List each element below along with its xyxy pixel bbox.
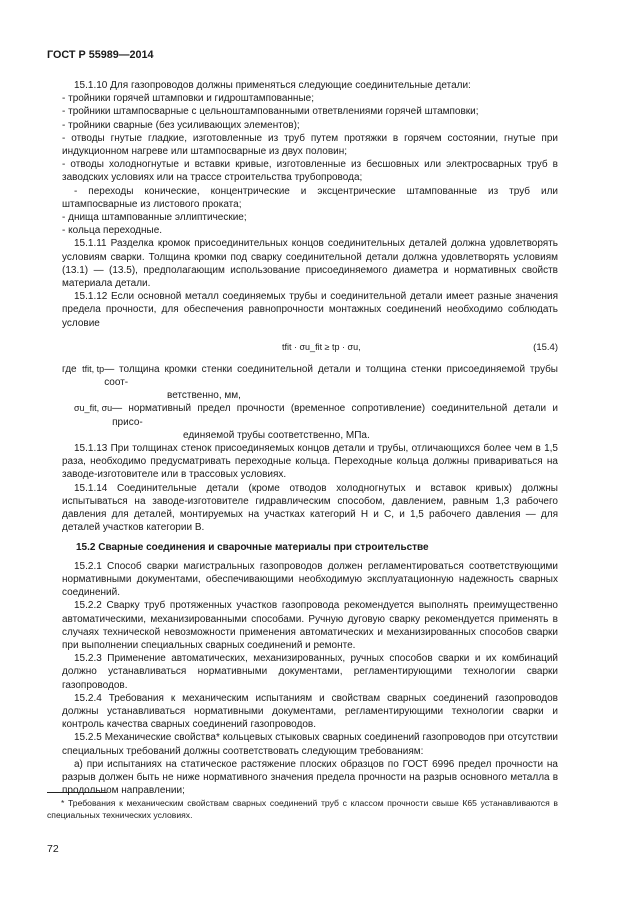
main-text xyxy=(62,79,558,797)
clause-15-2-5: 15.2.5 Механические свойства* кольцевых стыковых сварных соединений газопроводов при отсутствии специальных требований должны соответствовать следующим требованиям: xyxy=(62,732,558,757)
footnote: * Требования к механическим свойствам сварных соединений труб с классом прочности свыше К65 устанавливаются в специальных технических условиях. xyxy=(47,798,558,820)
list-item: - отводы гнутые гладкие, изготовленные из труб путем протяжки в горячем состоянии, гнутые при индукционном нагреве или штампосварные из двух половин; xyxy=(62,132,558,158)
clause-15-2-4: 15.2.4 Требования к механическим испытаниям и свойствам сварных соединений газопроводов должны устанавливаться нормативными документами, регламентирующими технологии сварки и контроль качества сварных соединений газопроводов. xyxy=(62,692,558,731)
list-item: - отводы холодногнутые и вставки кривые, изготовленные из бесшовных или электросварных труб в заводских условиях или на трассе строительства трубопровода; xyxy=(62,159,558,184)
clause-15-1-12: 15.1.12 Если основной металл соединяемых трубы и соединительной детали имеет разные значения предела прочности, для обеспечения равнопрочности монтажных соединений необходимо соблюдать условие xyxy=(62,291,558,329)
list-item: - тройники сварные (без усиливающих элементов); xyxy=(62,119,300,131)
document-header: ГОСТ Р 55989—2014 xyxy=(47,49,154,61)
section-heading-15-2: 15.2 Сварные соединения и сварочные материалы при строительстве xyxy=(76,541,429,553)
clause-15-2-1: 15.2.1 Способ сварки магистральных газопроводов должен регламентироваться соответствующими нормативными документами, обеспечивающими необходимую эксплуатационную надежность сварных соединений. xyxy=(62,560,558,599)
clause-15-2-2: 15.2.2 Сварку труб протяженных участков газопровода рекомендуется выполнять преимущественно автоматическими, механизированными способами. Ручную дуговую сварку рекомендуется применять в случаях технической невозможности применения автоматических и механизированных способов сварки при выполнении специальных сварных соединений и ремонте. xyxy=(62,600,558,651)
legend-lead: где xyxy=(62,363,77,375)
footnote-divider xyxy=(47,792,107,793)
formula-legend xyxy=(62,363,558,442)
list-item: - тройники штампосварные с цельноштампованными ответвлениями горячей штамповки; xyxy=(62,106,479,118)
list-item: - днища штампованные эллиптические; xyxy=(62,212,247,224)
list-item: - тройники горячей штамповки и гидроштампованные; xyxy=(62,93,314,105)
clause-15-1-11: 15.1.11 Разделка кромок присоединительных концов соединительных деталей должна удовлетворять условиям сварки. Толщина кромки под сварку соединительной детали должна удовлетворять условиям (13.1) — (13.5), предполагающим использование присоединяемого диаметра и нормативных свойств материала детали. xyxy=(62,238,558,290)
formula-expression: tfit · σu_fit ≥ tp · σu, xyxy=(282,341,361,352)
legend-description: — нормативный предел прочности (временное сопротивление) соединительной детали и присо- xyxy=(112,403,558,428)
legend-entry xyxy=(62,402,558,428)
clause-15-2-3: 15.2.3 Применение автоматических, механизированных, ручных способов сварки и их комбинаций должно устанавливаться нормативными документами, регламентирующими технологии сварки газопроводов. xyxy=(62,653,558,691)
list-item: - переходы конические, концентрические и эксцентрические штампованные из труб или штампосварные из листового проката; xyxy=(62,185,558,210)
clause-15-1-10: 15.1.10 Для газопроводов должны применяться следующие соединительные детали: xyxy=(74,80,471,91)
legend-term: tfit, tp xyxy=(82,363,105,374)
list-item: - кольца переходные. xyxy=(62,225,163,237)
clause-15-2-5-a: а) при испытаниях на статическое растяжение плоских образцов по ГОСТ 6996 предел прочности на разрыв должен быть не ниже нормативного значения предела прочности на разрыв основного металла в продольном направлении; xyxy=(62,758,558,797)
legend-description: — толщина кромки стенки соединительной детали и толщина стенки присоединяемой трубы соот- xyxy=(104,363,558,389)
clause-15-1-13: 15.1.13 При толщинах стенок присоединяемых концов детали и трубы, отличающихся более чем в 1,5 раза, необходимо предусматривать переходные кольца. Переходные кольца должны привариваться на заводе-изготовителе или в трассовых условиях. xyxy=(62,443,558,481)
legend-description-cont: ветственно, мм, xyxy=(167,390,241,402)
legend-entry xyxy=(62,363,558,389)
formula-number: (15.4) xyxy=(533,341,558,353)
clause-15-1-14: 15.1.14 Соединительные детали (кроме отводов холодногнутых и вставок кривых) должны испытываться на заводе-изготовителе гидравлическим способом, давлением, равным 1,3 рабочего давления для деталей, монтируемых на участках категорий Н и С, и 1,5 рабочего давления — для деталей участков категории В. xyxy=(62,482,558,534)
formula-15-4 xyxy=(62,339,558,357)
legend-term: σu_fit, σu xyxy=(74,403,113,414)
page-number: 72 xyxy=(47,843,59,855)
legend-description-cont: единяемой трубы соответственно, МПа. xyxy=(183,429,370,441)
